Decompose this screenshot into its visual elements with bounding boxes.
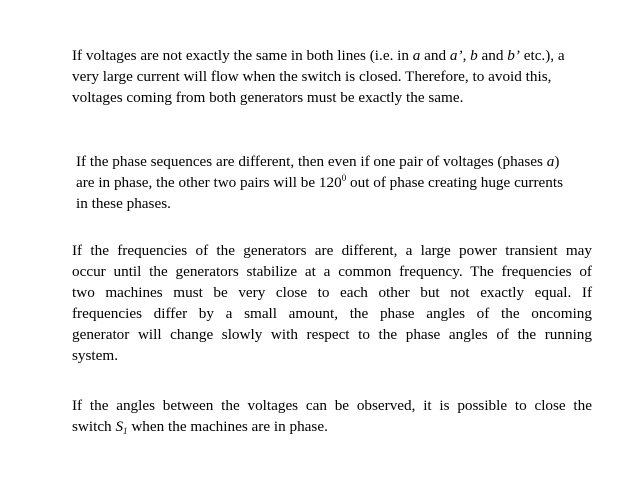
text-segment: ) [554, 153, 560, 170]
text-segment: out of phase creating huge currents [346, 174, 563, 191]
text-segment: and [420, 47, 450, 64]
phase-symbol-a: a [546, 153, 555, 170]
degree-superscript: 0 [341, 173, 347, 183]
text-line [76, 151, 596, 172]
text-segment: and [477, 47, 508, 64]
text-line: frequencies differ by a small amount, the phase angles of the oncoming [72, 305, 592, 322]
phase-symbol-a-prime: a’ [449, 47, 463, 64]
text-segment: etc.), a [519, 47, 565, 64]
switch-subscript: 1 [123, 426, 128, 436]
text-segment: switch [72, 418, 116, 435]
phase-symbol-a: a [412, 47, 421, 64]
switch-symbol: S [115, 418, 124, 435]
text-line: voltages coming from both generators must be exactly the same. [72, 89, 464, 106]
text-segment: If the phase sequences are different, then even if one pair of voltages (phases [76, 153, 547, 170]
text-line: in these phases. [76, 195, 171, 212]
text-line [72, 45, 612, 66]
text-line: If the angles between the voltages can be observed, it is possible to close the [72, 397, 592, 414]
phase-symbol-b-prime: b’ [507, 47, 520, 64]
text-line [76, 172, 596, 193]
text-line: system. [72, 347, 118, 364]
text-line: two machines must be very close to each other but not exactly equal. If [72, 284, 592, 301]
paragraph-frequency-matching [72, 240, 592, 366]
text-line: If the frequencies of the generators are different, a large power transient may [72, 242, 592, 259]
phase-symbol-b: b [470, 47, 478, 64]
text-line: occur until the generators stabilize at a common frequency. The frequencies of [72, 263, 592, 280]
paragraph-voltage-matching [72, 45, 612, 108]
text-segment: when the machines are in phase. [127, 418, 328, 435]
paragraph-phase-angle [72, 395, 592, 437]
text-segment: If voltages are not exactly the same in both lines (i.e. in [72, 47, 413, 64]
text-line [72, 416, 592, 437]
text-line: generator will change slowly with respect to the phase angles of the running [72, 326, 592, 343]
paragraph-phase-sequence [76, 151, 596, 214]
text-segment: are in phase, the other two pairs will be 120 [76, 174, 342, 191]
text-line: very large current will flow when the switch is closed. Therefore, to avoid this, [72, 68, 552, 85]
text-segment: , [462, 47, 471, 64]
